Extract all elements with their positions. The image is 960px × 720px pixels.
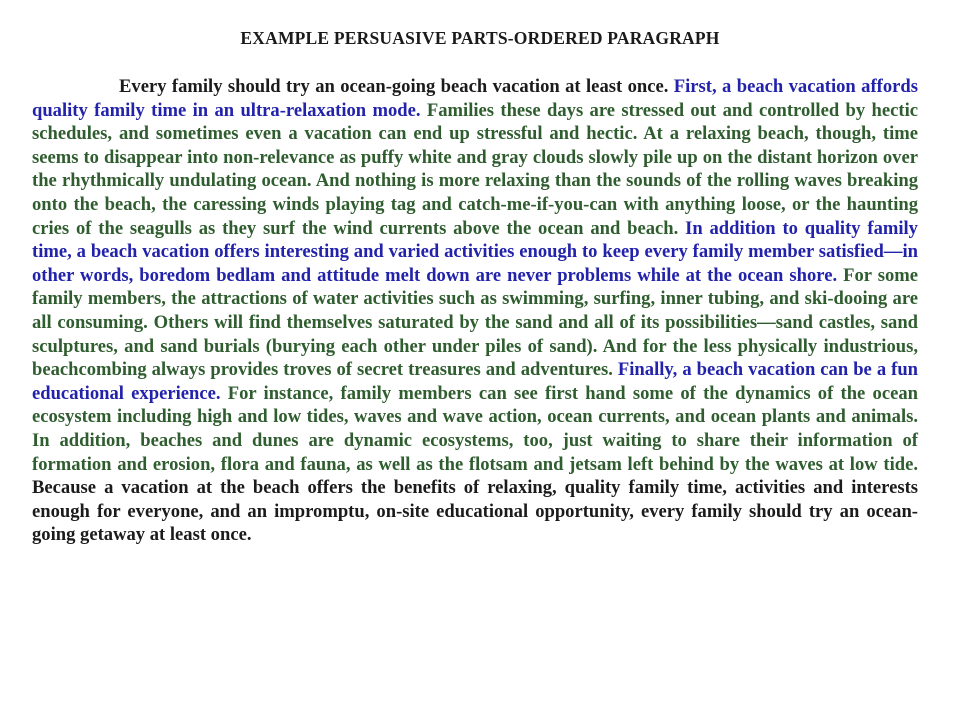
support-third: For instance, family members can see first hand some of the dynamics of the ocean ecosystem including high and low tides, waves and wave action, ocean currents, and ocean plants and animals. In addition, beaches and dunes are dynamic ecosystems, too, just waiting to share their information of formation and erosion, flora and fauna, as well as the flotsam and jetsam left behind by the waves at low tide. bbox=[32, 382, 918, 475]
page-title: EXAMPLE PERSUASIVE PARTS-ORDERED PARAGRAPH bbox=[240, 28, 720, 48]
support-second: For some family members, the attractions of water activities such as swimming, surfing, inner tubing, and ski-dooing are all consuming. Others will find themselves saturated by the sand and all of its possibilities—sand castles, sand sculptures, and sand burials (burying each other under piles of sand). And for the less physically industrious, beachcombing always provides troves of secret treasures and adventures. bbox=[32, 264, 918, 381]
topic-sentence: Every family should try an ocean-going beach vacation at least once. bbox=[119, 76, 674, 97]
support-first: Families these days are stressed out and controlled by hectic schedules, and sometimes even a vacation can end up stressful and hectic. At a relaxing beach, though, time seems to disappear into non-relevance as puffy white and gray clouds slowly pile up on the distant horizon over the rhythmically undulating ocean. And nothing is more relaxing than the sounds of the rolling waves breaking onto the beach, the caressing winds playing tag and catch-me-if-you-can with anything loose, or the haunting cries of the seagulls as they surf the wind currents above the ocean and beach. bbox=[32, 99, 918, 239]
paragraph bbox=[32, 75, 918, 547]
main-point-second: In addition to quality family time, a beach vacation offers interesting and varied activities enough to keep every family member satisfied—in other words, boredom bedlam and attitude melt down are never problems while at the ocean shore. bbox=[32, 217, 918, 286]
main-point-first: First, a beach vacation affords quality family time in an ultra-relaxation mode. bbox=[32, 76, 918, 121]
concluding-sentence: Because a vacation at the beach offers the benefits of relaxing, quality family time, activities and interests enough for everyone, and an impromptu, on-site educational opportunity, every family should try an ocean-going getaway at least once. bbox=[32, 477, 918, 546]
main-point-third: Finally, a beach vacation can be a fun educational experience. bbox=[32, 359, 919, 404]
